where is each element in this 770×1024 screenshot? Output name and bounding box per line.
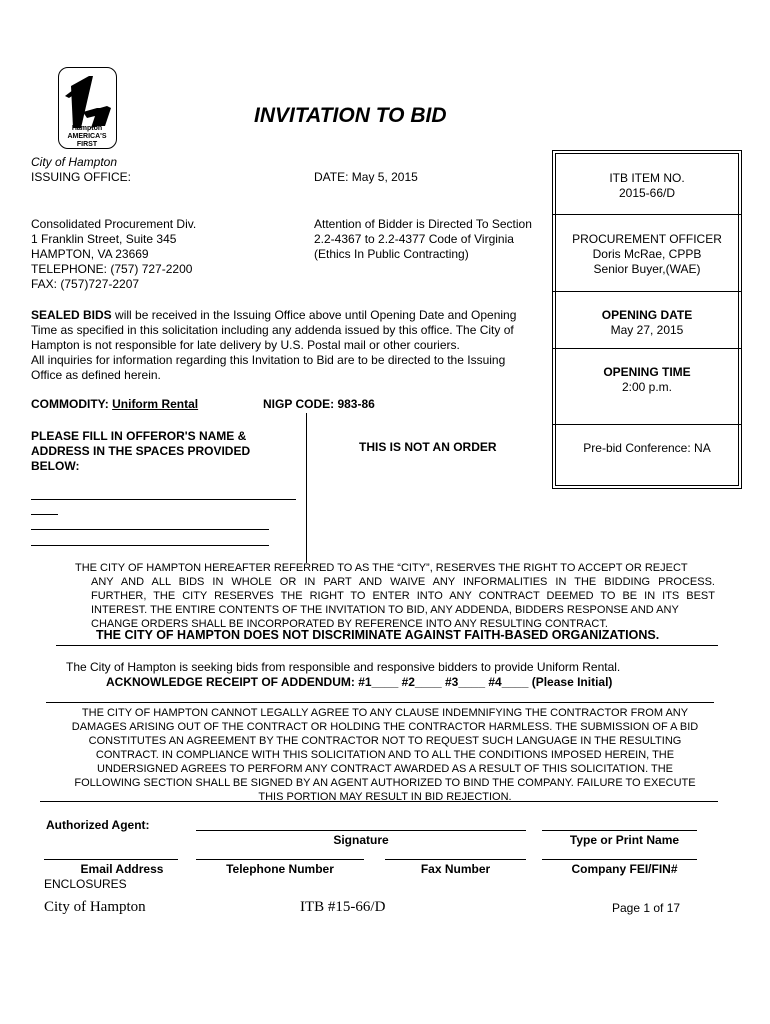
procurement-officer-label: PROCUREMENT OFFICER	[572, 232, 722, 246]
offeror-address-field[interactable]	[31, 529, 269, 530]
sealed-line: Office as defined herein.	[31, 368, 161, 382]
offeror-name-field[interactable]	[31, 499, 296, 500]
addendum-acknowledgement[interactable]: ACKNOWLEDGE RECEIPT OF ADDENDUM: #1____ #2____ #3____ #4____ (Please Initial)	[106, 675, 613, 689]
fax-label: Fax Number	[420, 862, 491, 876]
rights-line: ANY AND ALL BIDS IN WHOLE OR IN PART AND WAIVE ANY INFORMALITIES IN THE BIDDING PROCESS.	[91, 576, 715, 588]
box-divider	[553, 291, 741, 292]
telephone-label: Telephone Number	[226, 862, 334, 876]
rights-line: THE CITY OF HAMPTON HEREAFTER REFERRED TO AS THE “CITY”, RESERVES THE RIGHT TO ACCEPT OR REJECT	[75, 562, 688, 574]
sealed-bids-paragraph	[31, 308, 546, 383]
offeror-city-field[interactable]	[31, 545, 269, 546]
enclosures-label: ENCLOSURES	[44, 877, 127, 891]
attention-line: Attention of Bidder is Directed To Section	[314, 217, 532, 231]
commodity	[31, 397, 198, 412]
sealed-line: will be received in the Issuing Office above until Opening Date and Opening	[111, 308, 517, 322]
print-name-label: Type or Print Name	[569, 833, 680, 847]
attention-note	[314, 217, 532, 262]
signature-label: Signature	[333, 833, 389, 847]
section-divider	[40, 801, 718, 802]
telephone-field[interactable]	[196, 859, 364, 860]
fein-field[interactable]	[542, 859, 697, 860]
box-divider	[553, 214, 741, 215]
issuing-city: City of Hampton	[31, 155, 118, 169]
box-divider	[553, 424, 741, 425]
indemnify-line: UNDERSIGNED AGREES TO PERFORM ANY CONTRACT AWARDED AS A RESULT OF THIS SOLICITATION. THE	[97, 763, 673, 775]
box-divider	[553, 348, 741, 349]
issuing-address	[31, 217, 196, 292]
offeror-line: ADDRESS IN THE SPACES PROVIDED	[31, 444, 251, 458]
sealed-bids-label: SEALED BIDS	[31, 308, 112, 322]
attention-line: 2.2-4367 to 2.2-4377 Code of Virginia	[314, 232, 514, 246]
issue-date: DATE: May 5, 2015	[314, 170, 418, 184]
authorized-agent-label: Authorized Agent:	[46, 818, 150, 832]
offeror-line: PLEASE FILL IN OFFEROR'S NAME &	[31, 429, 247, 443]
sealed-line: Hampton is not responsible for late delivery by U.S. Postal mail or other couriers.	[31, 338, 460, 352]
offeror-instructions	[31, 429, 250, 474]
vertical-divider	[306, 413, 307, 563]
procurement-officer-title: Senior Buyer,(WAE)	[593, 262, 701, 276]
section-divider	[56, 645, 718, 646]
fein-label: Company FEI/FIN#	[571, 862, 678, 876]
attention-line: (Ethics In Public Contracting)	[314, 247, 469, 261]
email-label: Email Address	[80, 862, 164, 876]
rights-line: INTEREST. THE ENTIRE CONTENTS OF THE INVITATION TO BID, ANY ADDENDA, BIDDERS RESPONSE AND ANY	[91, 604, 679, 616]
commodity-label: COMMODITY:	[31, 397, 113, 411]
page-number: Page 1 of 17	[612, 901, 681, 915]
indemnify-paragraph	[36, 706, 734, 804]
issuing-office-label: ISSUING OFFICE:	[31, 170, 132, 184]
fax-field[interactable]	[385, 859, 526, 860]
footer-city: City of Hampton	[44, 899, 146, 915]
procurement-officer-name: Doris McRae, CPPB	[592, 247, 702, 261]
offeror-line: BELOW:	[31, 459, 80, 473]
nigp-code: NIGP CODE: 983-86	[263, 397, 375, 411]
telephone-line: TELEPHONE: (757) 727-2200	[31, 262, 193, 276]
itb-item-label: ITB ITEM NO.	[609, 171, 685, 185]
prebid-conference: Pre-bid Conference: NA	[583, 441, 711, 455]
address-line: HAMPTON, VA 23669	[31, 247, 149, 261]
footer-itb: ITB #15-66/D	[300, 899, 386, 915]
opening-time: 2:00 p.m.	[621, 380, 673, 394]
email-field[interactable]	[44, 859, 178, 860]
indemnify-line: FOLLOWING SECTION SHALL BE SIGNED BY AN AGENT AUTHORIZED TO BIND THE COMPANY. FAILURE TO EXECUTE	[74, 777, 696, 789]
print-name-field[interactable]	[542, 830, 697, 831]
itb-info-box	[555, 153, 739, 486]
address-line: Consolidated Procurement Div.	[31, 217, 197, 231]
not-an-order: THIS IS NOT AN ORDER	[359, 440, 497, 454]
sealed-line: Time as specified in this solicitation including any addenda issued by this office. The City of	[31, 323, 514, 337]
opening-date: May 27, 2015	[610, 323, 684, 337]
fax-line: FAX: (757)727-2207	[31, 277, 140, 291]
opening-time-label: OPENING TIME	[603, 365, 691, 379]
indemnify-line: CONTRACT. IN COMPLIANCE WITH THIS SOLICITATION AND TO ALL THE CONDITIONS IMPOSED HEREIN, THE	[95, 749, 675, 761]
section-divider	[46, 702, 714, 703]
signature-field[interactable]	[196, 830, 526, 831]
faith-statement: THE CITY OF HAMPTON DOES NOT DISCRIMINATE AGAINST FAITH-BASED ORGANIZATIONS.	[96, 628, 660, 642]
rights-paragraph	[75, 561, 715, 631]
sealed-line: All inquiries for information regarding this Invitation to Bid are to be directed to the Issuing	[31, 353, 506, 367]
seeking-statement: The City of Hampton is seeking bids from responsible and responsive bidders to provide Uniform Rental.	[66, 660, 621, 674]
indemnify-line: THE CITY OF HAMPTON CANNOT LEGALLY AGREE TO ANY CLAUSE INDEMNIFYING THE CONTRACTOR FROM ANY	[81, 707, 689, 719]
itb-item-number: 2015-66/D	[618, 186, 676, 200]
page-title: INVITATION TO BID	[254, 104, 447, 127]
offeror-name-field-cont[interactable]	[31, 514, 58, 515]
city-logo	[58, 67, 117, 149]
indemnify-line: DAMAGES ARISING OUT OF THE CONTRACT OR HOLDING THE CONTRACTOR HARMLESS. THE SUBMISSION OF A BID	[71, 721, 699, 733]
commodity-value: Uniform Rental	[112, 397, 199, 411]
indemnify-line: THIS PORTION MAY RESULT IN BID REJECTION.	[258, 791, 512, 803]
rights-line: FURTHER, THE CITY RESERVES THE RIGHT TO ENTER INTO ANY CONTRACT DEEMED TO BE IN ITS BEST	[91, 590, 715, 602]
opening-date-label: OPENING DATE	[601, 308, 693, 322]
indemnify-line: CONSTITUTES AN AGREEMENT BY THE CONTRACTOR NOT TO REQUEST SUCH LANGUAGE IN THE RESULTING	[88, 735, 682, 747]
logo-text: Hampton AMERICA'S FIRST	[67, 125, 107, 148]
rights-line: CHANGE ORDERS SHALL BE INCORPORATED BY REFERENCE INTO ANY RESULTING CONTRACT.	[91, 618, 608, 630]
address-line: 1 Franklin Street, Suite 345	[31, 232, 177, 246]
